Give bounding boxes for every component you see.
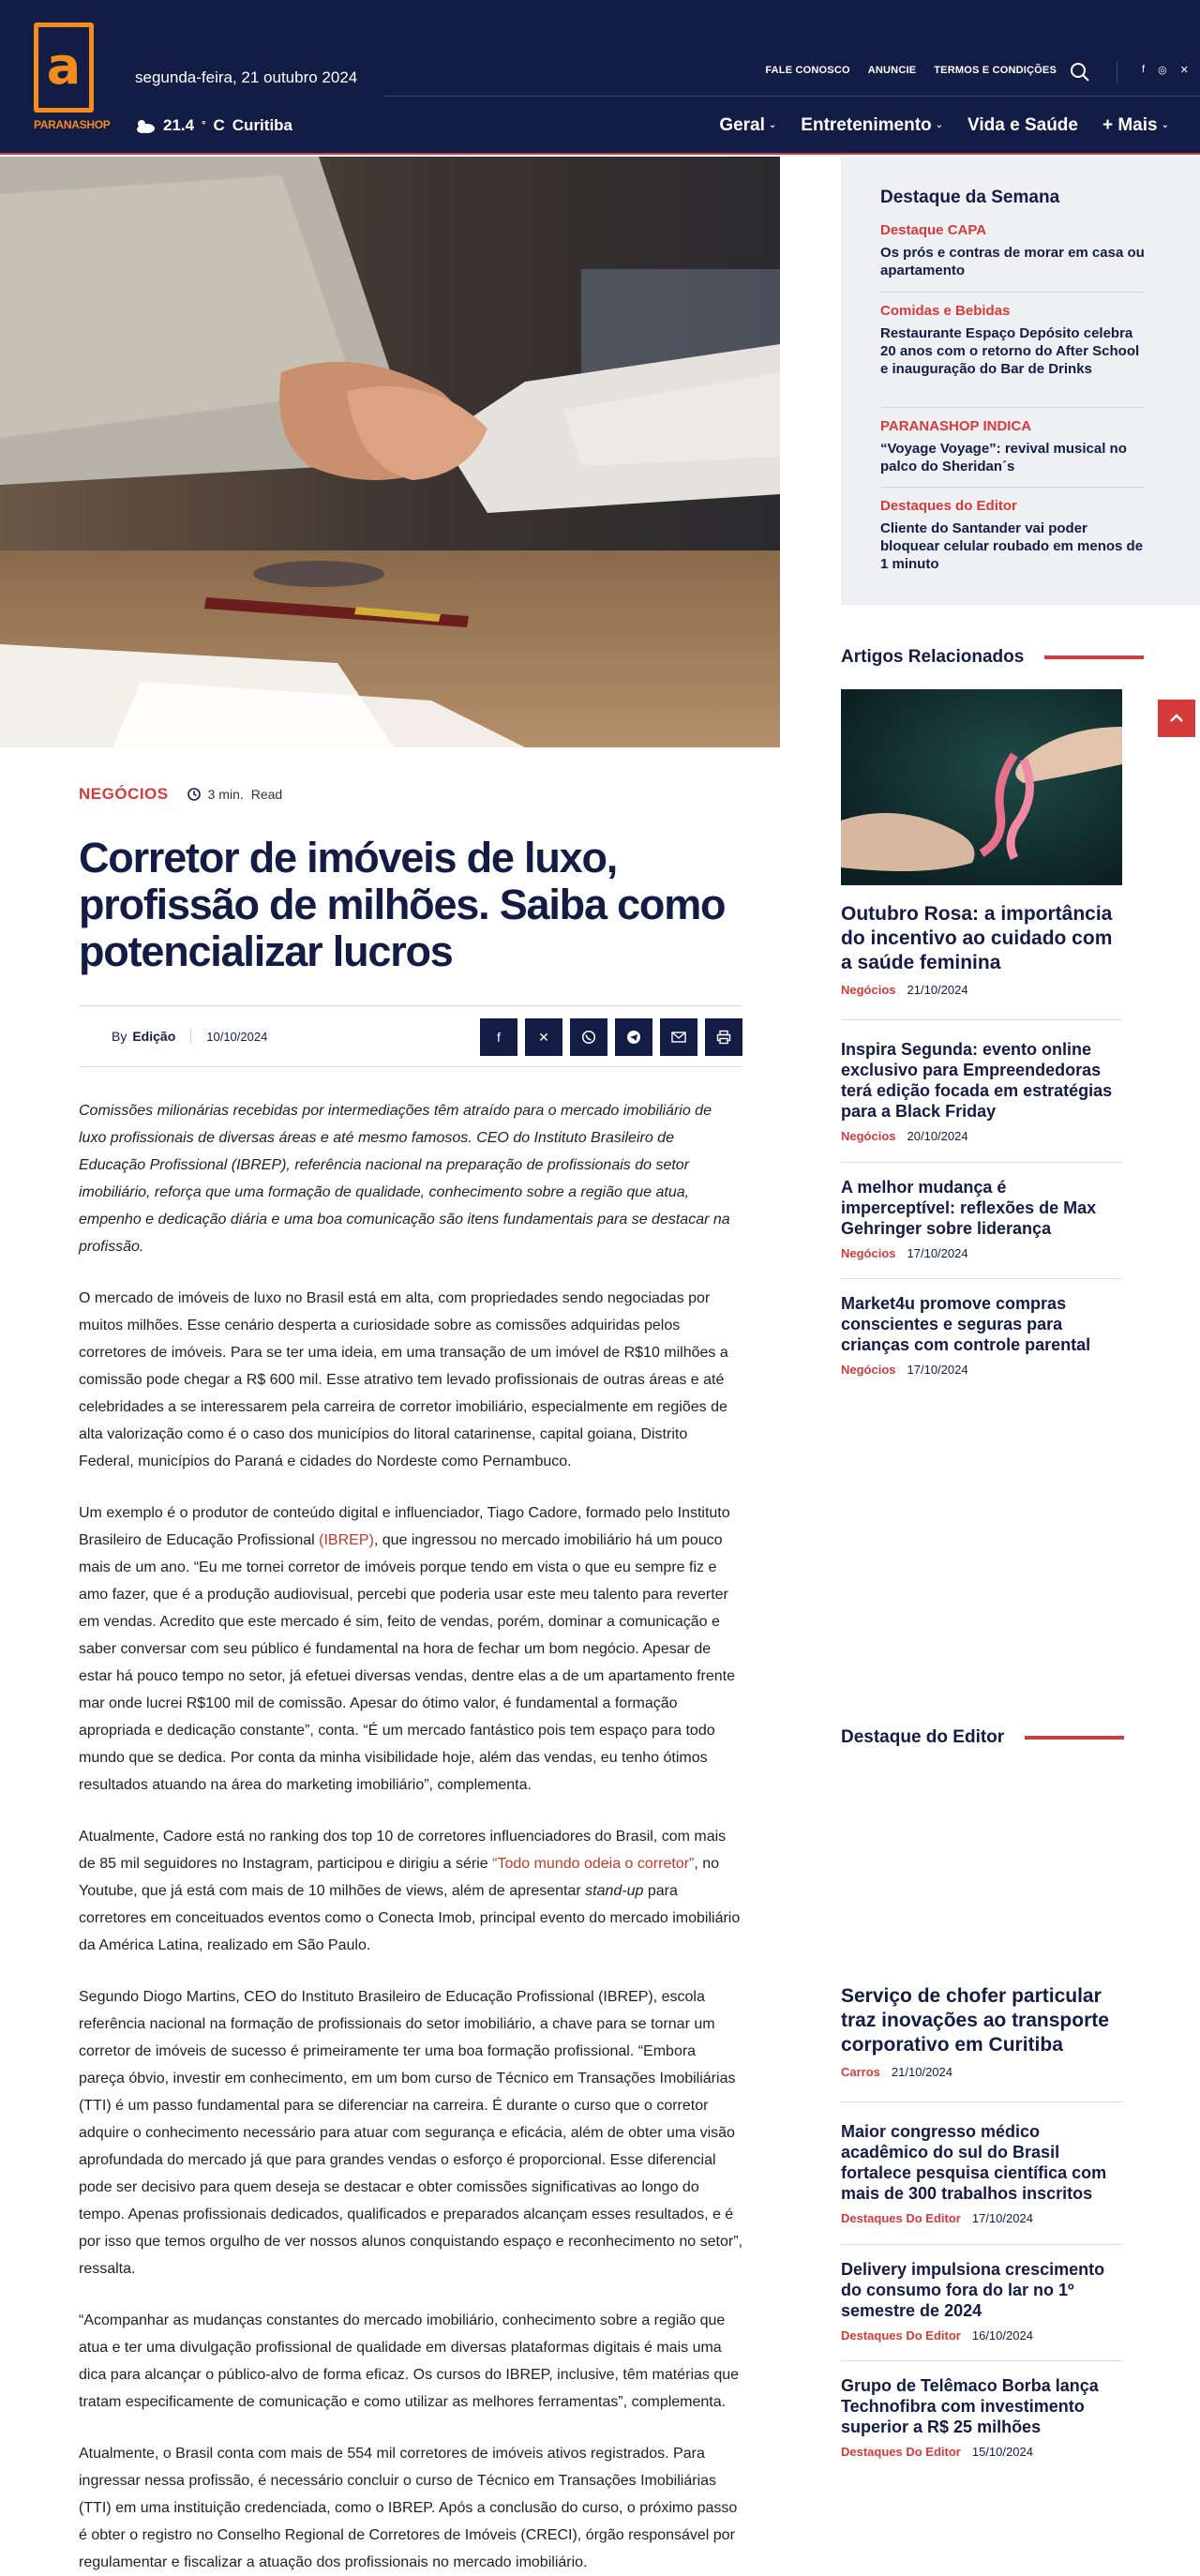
editor-item[interactable] (841, 2375, 1122, 2459)
editor-category[interactable]: Destaques Do Editor (841, 2328, 961, 2343)
editor-headline[interactable]: Serviço de chofer particular traz inovações ao transporte corporativo em Curitiba (841, 1985, 1109, 2056)
destaque-headline[interactable]: Os prós e contras de morar em casa ou apartamento (880, 245, 1145, 279)
related-thumbnail[interactable] (841, 689, 1122, 885)
logo-glyph: a (46, 37, 82, 96)
author-name[interactable]: Edição (132, 1029, 176, 1044)
editor-headline[interactable]: Delivery impulsiona crescimento do consumo fora do lar no 1º semestre de 2024 (841, 2260, 1105, 2320)
facebook-icon: f (497, 1030, 501, 1045)
weather-unit-letter: C (213, 116, 225, 134)
header-divider (1117, 62, 1118, 83)
byline-divider (190, 1029, 191, 1044)
article-paragraph: Atualmente, o Brasil conta com mais de 554 mil corretores de imóveis ativos registrados. Para ingressar nessa profissão, é necessário concluir o curso de Técnico em Transações Imobiliárias (TTI) em uma instituição credenciada, como o IBREP. Após a conclusão do curso, o próximo passo é obter o registro no Conselho Regional de Corretores de Imóveis (CRECI), órgão responsável por regulamentar e fiscalizar a atuação dos profissionais no mercado imobiliário. (79, 2446, 738, 2570)
nav-item-vida-saude[interactable]: Vida e Saúde (968, 115, 1078, 135)
related-headline[interactable]: Market4u promove compras conscientes e seguras para crianças com controle parental (841, 1294, 1091, 1354)
related-headline[interactable]: A melhor mudança é imperceptível: reflexões de Max Gehringer sobre liderança (841, 1178, 1097, 1238)
email-icon (671, 1032, 686, 1043)
editor-date: 16/10/2024 (971, 2328, 1033, 2343)
article (79, 780, 742, 2576)
related-category[interactable]: Negócios (841, 1363, 896, 1377)
article-paragraph: “Acompanhar as mudanças constantes do mercado imobiliário, conhecimento sobre a região que atua e ter uma divulgação profissional de qualidade em diversas plataformas digitais é mais uma dica para alcançar o público-alvo de forma eficaz. Os cursos do IBREP, inclusive, têm matérias que tratam especificamente de comunicação e como utilizar as melhores ferramentas”, complementa. (79, 2312, 740, 2410)
destaque-headline[interactable]: Restaurante Espaço Depósito celebra 20 anos com o retorno do After School e inauguração do Bar de Drinks (880, 325, 1140, 377)
article-paragraph: Segundo Diogo Martins, CEO do Instituto Brasileiro de Educação Profissional (IBREP), escola referência nacional na formação de profissionais do setor imobiliário, a chave para se tornar um corretor de imóveis de sucesso é primeiramente ter uma boa formação profissional. “Embora pareça óbvio, investir em conhecimento, em um bom curso de Técnico em Transações Imobiliárias (TTI) é um passo fundamental para se diferenciar na carreira. É durante o curso que o corretor adquire o conhecimento necessário para atuar com segurança e eficácia, além de obter uma visão aprofundada do mercado já que para grandes vendas o esforço é proporcional. Esse diferencial pode ser decisivo para quem deseja se destacar e obter comissões significativas ao longo do tempo. Apenas profissionais dedicados, qualificados e preparados alcançam esses resultados, e é por isso que temos orgulho de ver nossos alunos conquistando espaço e reconhecimento no setor”, ressalta. (79, 1989, 742, 2277)
article-paragraph: Um exemplo é o produtor de conteúdo digital e influenciador, Tiago Cadore, formado pelo Instituto Brasileiro de Educação Profissional (IBREP), que ingressou no mercado imobiliário há um pouco mais de um ano. “Eu me tornei corretor de imóveis porque tendo em vista o que eu sempre fiz e amo fazer, que é a produção audiovisual, percebi que poderia usar este meu talento para reverter em vendas. Acredito que este mercado é sim, feito de vendas, porém, dominar a comunicação e saber conversar com seu público é fundamental na hora de fechar um bom negócio. Apesar de estar há pouco tempo no setor, já efetuei diversas vendas, dentre elas a de um apartamento frente mar onde lucrei R$100 mil de comissão. Apesar do ótimo valor, é fundamental a formação apropriada e dedicação constante”, conta. “É um mercado fantástico pois tem espaço para todo mundo que se dedica. Por conta da minha visibilidade hoje, além das vendas, eu tenho ótimos resultados atuando na área do marketing imobiliário”, complementa. (79, 1505, 735, 1793)
related-date: 17/10/2024 (907, 1363, 968, 1377)
related-section-title: Artigos Relacionados (841, 647, 1144, 668)
print-button[interactable] (705, 1018, 742, 1056)
facebook-icon[interactable]: f (1142, 64, 1146, 75)
read-time (188, 787, 283, 802)
read-time-value: 3 min. (207, 787, 244, 802)
divider (841, 2244, 1122, 2245)
destaque-category[interactable]: PARANASHOP INDICA (880, 418, 1032, 434)
clock-icon (188, 788, 201, 801)
editor-headline[interactable]: Maior congresso médico acadêmico do sul do Brasil fortalece pesquisa científica com mais de 300 trabalhos inscritos (841, 2122, 1107, 2203)
chevron-down-icon: ⌄ (768, 120, 777, 130)
related-item[interactable] (841, 1177, 1122, 1260)
title-accent-bar (1044, 655, 1144, 659)
link-anuncie[interactable]: ANUNCIE (867, 65, 917, 76)
social-links (1142, 64, 1189, 76)
pink-ribbon-photo (841, 689, 1122, 885)
serie-link[interactable]: “Todo mundo odeia o corretor” (492, 1856, 695, 1872)
print-icon (716, 1030, 731, 1045)
editor-date: 17/10/2024 (971, 2211, 1033, 2225)
editor-item[interactable] (841, 2259, 1122, 2343)
weather-unit: ° (202, 120, 206, 131)
nav-item-entretenimento[interactable]: Entretenimento ⌄ (801, 115, 944, 135)
share-facebook-button[interactable] (480, 1018, 518, 1056)
destaque-item[interactable] (880, 303, 1145, 378)
article-title: Corretor de imóveis de luxo, profissão de milhões. Saiba como potencializar lucros (79, 834, 726, 975)
link-termos[interactable]: TERMOS E CONDIÇÕES (934, 65, 1057, 76)
share-buttons (480, 1018, 742, 1056)
nav-item-mais[interactable]: + Mais ⌄ (1102, 115, 1169, 135)
x-icon[interactable]: ✕ (1179, 65, 1189, 76)
related-date: 17/10/2024 (907, 1246, 968, 1260)
related-category[interactable]: Negócios (841, 983, 896, 997)
logo-text: PARANASHOP (34, 118, 111, 131)
article-paragraph: Atualmente, Cadore está no ranking dos top 10 de corretores influenciadores do Brasil, com mais de 85 mil seguidores no Instagram, participou e dirigiu a série “Todo mundo odeia o corretor”, no Youtube, que já está com mais de 10 milhões de views, além de apresentar stand-up para corretores em conceituados eventos como o Conecta Imob, principal evento do mercado imobiliário da América Latina, realizado em São Paulo. (79, 1829, 741, 1953)
nav-item-geral[interactable]: Geral ⌄ (719, 115, 777, 135)
related-item[interactable] (841, 1293, 1122, 1377)
x-icon: ✕ (538, 1029, 549, 1045)
logo-mark (34, 23, 94, 113)
related-category[interactable]: Negócios (841, 1246, 896, 1260)
related-headline[interactable]: Inspira Segunda: evento online exclusivo para Empreendedoras terá edição focada em estratégias para a Black Friday (841, 1040, 1113, 1121)
top-links (765, 65, 1057, 76)
divider (880, 292, 1145, 293)
editor-section-title: Destaque do Editor (841, 1727, 1124, 1748)
read-time-label: Read (250, 787, 283, 802)
header-rule (384, 96, 1200, 97)
destaque-category[interactable]: Comidas e Bebidas (880, 303, 1011, 319)
cloud-sun-icon (135, 118, 156, 133)
back-to-top-button[interactable] (1158, 700, 1195, 737)
whatsapp-icon (581, 1030, 596, 1045)
editor-category[interactable]: Carros (841, 2065, 880, 2079)
author-prefix: By (112, 1029, 128, 1044)
share-whatsapp-button[interactable] (570, 1018, 608, 1056)
hero-image (0, 157, 780, 747)
search-button[interactable] (1070, 62, 1090, 83)
destaque-item[interactable] (880, 222, 1145, 279)
handshake-photo (0, 157, 780, 747)
article-category[interactable]: NEGÓCIOS (79, 785, 169, 803)
related-date: 21/10/2024 (907, 983, 968, 997)
weather-city: Curitiba (232, 116, 293, 134)
divider (841, 1278, 1122, 1279)
divider (880, 487, 1145, 488)
related-category[interactable]: Negócios (841, 1129, 896, 1143)
instagram-icon[interactable]: ◎ (1158, 65, 1167, 76)
site-logo[interactable] (34, 23, 111, 133)
share-email-button[interactable] (660, 1018, 698, 1056)
related-date: 20/10/2024 (907, 1129, 968, 1143)
related-item[interactable] (841, 1039, 1122, 1143)
article-date: 10/10/2024 (206, 1029, 268, 1044)
weather-widget (135, 116, 292, 135)
editor-date: 15/10/2024 (971, 2445, 1033, 2459)
editor-category[interactable]: Destaques Do Editor (841, 2445, 961, 2459)
editor-item[interactable] (841, 2121, 1122, 2225)
divider (841, 2101, 1122, 2102)
share-x-button[interactable] (525, 1018, 562, 1056)
related-headline[interactable]: Outubro Rosa: a importância do incentivo ao cuidado com a saúde feminina (841, 903, 1113, 973)
destaque-headline[interactable]: “Voyage Voyage”: revival musical no palco do Sheridan´s (880, 441, 1127, 475)
destaque-item[interactable] (880, 418, 1145, 475)
destaque-headline[interactable]: Cliente do Santander vai poder bloquear celular roubado em menos de 1 minuto (880, 520, 1144, 572)
destaque-semana-title: Destaque da Semana (880, 188, 1060, 207)
editor-item[interactable] (841, 1984, 1122, 2079)
divider (880, 407, 1145, 408)
main-nav (719, 115, 1169, 136)
chevron-up-icon (1169, 714, 1184, 723)
article-paragraph: O mercado de imóveis de luxo no Brasil está em alta, com propriedades sendo negociadas por muitos milhões. Esse cenário desperta a curiosidade sobre as comissões adquiridas pelos corretores de imóveis. Para se ter uma ideia, em uma transação de um imóvel de R$10 milhões a comissão pode chegar a R$ 600 mil. Esse atrativo tem levado profissionais de outras áreas e até celebridades a se interessarem pela carreira de corretor imobiliário, especialmente em regiões de alta valorização como é o caso dos municípios do litoral catarinense, capital goiana, Distrito Federal, municípios do Paraná e cidades do Nordeste como Pernambuco. (79, 1290, 728, 1469)
share-telegram-button[interactable] (615, 1018, 652, 1056)
chevron-down-icon: ⌄ (1161, 120, 1169, 130)
title-accent-bar (1025, 1736, 1124, 1740)
article-lead: Comissões milionárias recebidas por intermediações têm atraído para o mercado imobiliário de luxo profissionais de diversas áreas e até mesmo famosos. CEO do Instituto Brasileiro de Educação Profissional (IBREP), referência nacional na preparação de profissionais do setor imobiliário, reforça que uma formação de qualidade, conhecimento sobre a região que atua, empenho e dedicação diária e uma boa comunicação são itens fundamentais para se destacar na profissão. (79, 1103, 730, 1255)
divider (841, 2360, 1122, 2361)
telegram-icon (626, 1030, 641, 1045)
site-header (0, 0, 1200, 155)
editor-headline[interactable]: Grupo de Telêmaco Borba lança Technofibra com investimento superior a R$ 25 milhões (841, 2376, 1099, 2436)
destaque-category[interactable]: Destaque CAPA (880, 222, 987, 238)
current-date: segunda-feira, 21 outubro 2024 (135, 68, 358, 86)
editor-date: 21/10/2024 (891, 2065, 952, 2079)
author-line (112, 1029, 175, 1044)
related-item[interactable] (841, 902, 1122, 997)
editor-category[interactable]: Destaques Do Editor (841, 2211, 961, 2225)
weather-temp: 21.4 (163, 116, 195, 134)
chevron-down-icon: ⌄ (935, 120, 944, 130)
link-fale-conosco[interactable]: FALE CONOSCO (765, 65, 850, 76)
destaque-item[interactable] (880, 498, 1145, 573)
destaque-category[interactable]: Destaques do Editor (880, 498, 1017, 514)
search-icon (1070, 62, 1090, 83)
article-meta (79, 780, 742, 808)
divider (841, 1162, 1122, 1163)
ibrep-link[interactable]: (IBREP) (319, 1532, 374, 1548)
divider (841, 1019, 1122, 1020)
byline (79, 1005, 742, 1067)
